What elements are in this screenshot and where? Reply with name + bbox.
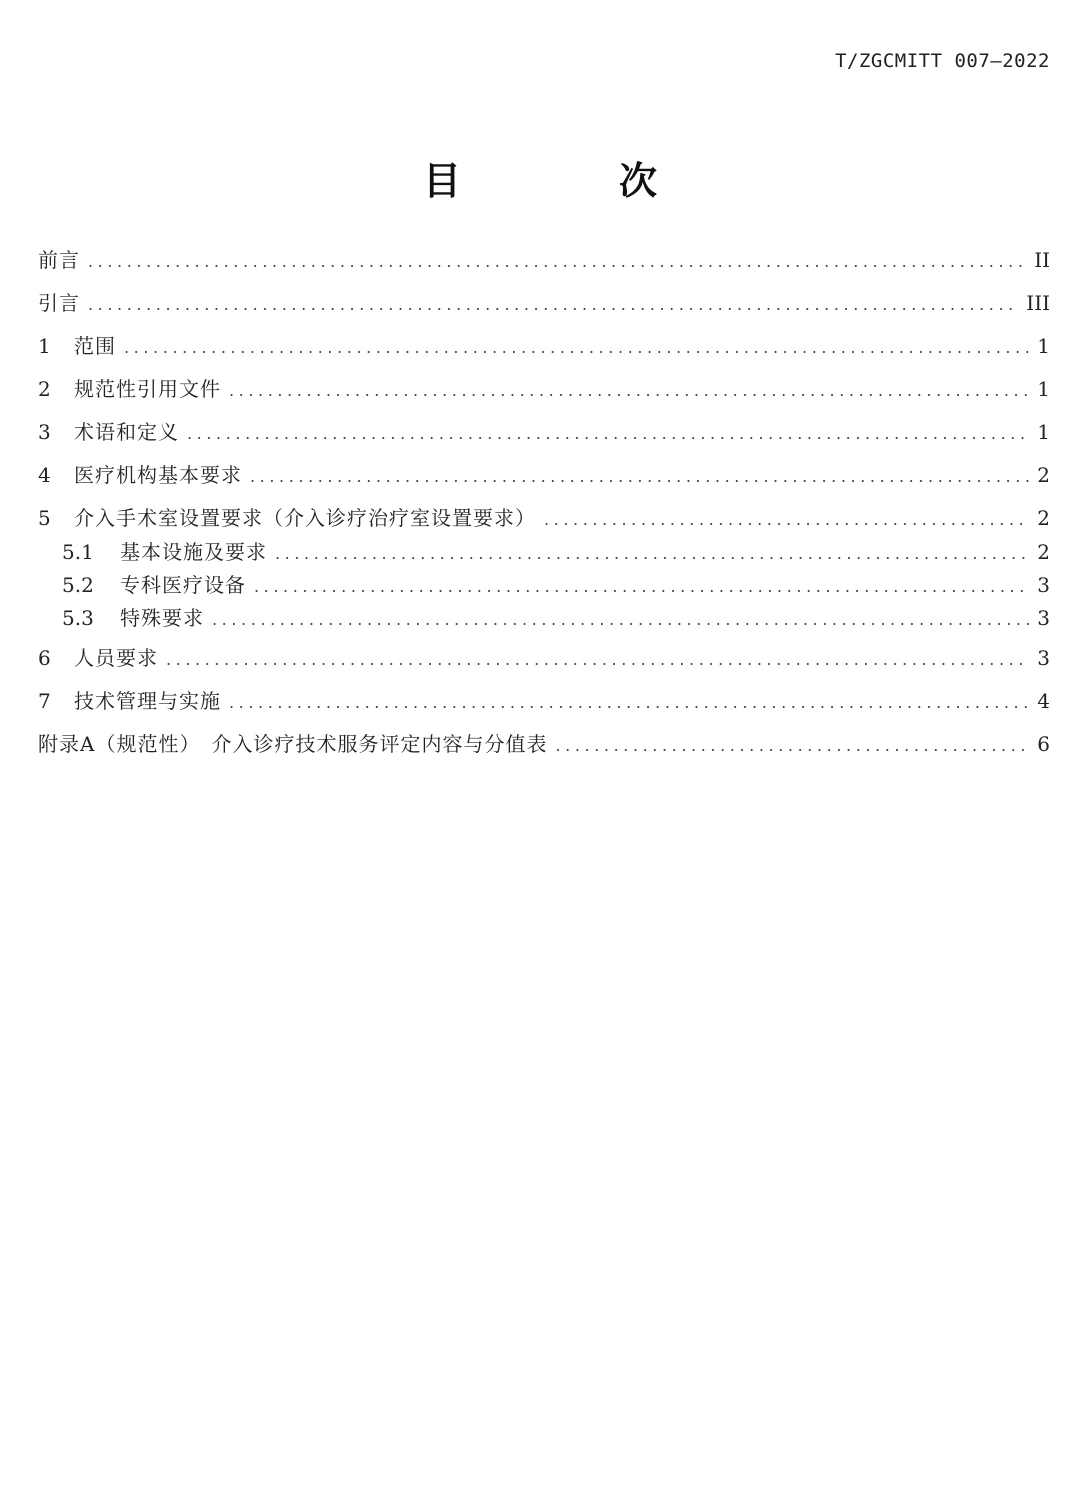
toc-entry-7[interactable] <box>38 685 1050 728</box>
toc-entry-1[interactable] <box>38 330 1050 373</box>
dot-leader <box>187 424 1029 443</box>
toc-entry-2[interactable] <box>38 373 1050 416</box>
toc-entry-page: III <box>1026 291 1050 315</box>
page-title: 目 次 <box>422 159 717 203</box>
toc-entry-page: 2 <box>1037 506 1050 530</box>
toc-entry-appendix-a[interactable] <box>38 728 1050 771</box>
toc-entry-label: 专科医疗设备 <box>120 573 246 597</box>
toc-entry-3[interactable] <box>38 416 1050 459</box>
toc-entry-number: 1 <box>38 334 51 358</box>
toc-entry-label: 术语和定义 <box>74 420 179 444</box>
dot-leader <box>229 381 1029 400</box>
toc-entry-page: 2 <box>1037 540 1050 564</box>
dot-leader <box>212 610 1029 629</box>
dot-leader <box>229 693 1029 712</box>
toc-entry-page: 3 <box>1037 606 1050 630</box>
toc-entry-4[interactable] <box>38 459 1050 502</box>
toc-entry-number: 5.1 <box>62 540 94 564</box>
toc-entry-number: 5.3 <box>62 606 94 630</box>
table-of-contents <box>38 244 1050 771</box>
dot-leader <box>544 510 1029 529</box>
toc-entry-label: 附录A（规范性） 介入诊疗技术服务评定内容与分值表 <box>38 732 548 756</box>
dot-leader <box>88 295 1018 314</box>
dot-leader <box>254 577 1029 596</box>
toc-entry-page: 1 <box>1037 334 1050 358</box>
toc-entry-number: 7 <box>38 689 51 713</box>
toc-entry-5-2[interactable] <box>38 569 1050 602</box>
toc-entry-label: 技术管理与实施 <box>74 689 221 713</box>
toc-entry-number: 3 <box>38 420 51 444</box>
toc-entry-number: 5.2 <box>62 573 94 597</box>
dot-leader <box>275 544 1029 563</box>
dot-leader <box>250 467 1029 486</box>
toc-entry-number: 4 <box>38 463 51 487</box>
toc-entry-5-1[interactable] <box>38 536 1050 569</box>
dot-leader <box>88 252 1026 271</box>
toc-entry-label: 人员要求 <box>74 646 158 670</box>
dot-leader <box>555 736 1029 755</box>
toc-entry-number: 5 <box>38 506 51 530</box>
dot-leader <box>124 338 1029 357</box>
toc-entry-number: 6 <box>38 646 51 670</box>
toc-entry-label: 特殊要求 <box>120 606 204 630</box>
toc-entry-6[interactable] <box>38 642 1050 685</box>
document-code: T/ZGCMITT 007—2022 <box>835 50 1050 72</box>
toc-entry-page: 1 <box>1037 377 1050 401</box>
toc-entry-page: 3 <box>1037 646 1050 670</box>
toc-entry-page: 4 <box>1037 689 1050 713</box>
toc-entry-page: 2 <box>1037 463 1050 487</box>
toc-entry-label: 介入手术室设置要求（介入诊疗治疗室设置要求） <box>74 506 536 530</box>
toc-entry-label: 引言 <box>38 291 80 315</box>
dot-leader <box>166 650 1029 669</box>
toc-entry-page: II <box>1034 248 1050 272</box>
toc-entry-5[interactable] <box>38 502 1050 536</box>
toc-entry-label: 医疗机构基本要求 <box>74 463 242 487</box>
toc-entry-page: 3 <box>1037 573 1050 597</box>
toc-entry-page: 6 <box>1037 732 1050 756</box>
toc-entry-page: 1 <box>1037 420 1050 444</box>
toc-entry-label: 范围 <box>74 334 116 358</box>
toc-entry-5-3[interactable] <box>38 602 1050 642</box>
toc-entry-foreword[interactable] <box>38 244 1050 287</box>
toc-entry-introduction[interactable] <box>38 287 1050 330</box>
toc-entry-label: 规范性引用文件 <box>74 377 221 401</box>
toc-entry-number: 2 <box>38 377 51 401</box>
toc-entry-label: 基本设施及要求 <box>120 540 267 564</box>
toc-entry-label: 前言 <box>38 248 80 272</box>
